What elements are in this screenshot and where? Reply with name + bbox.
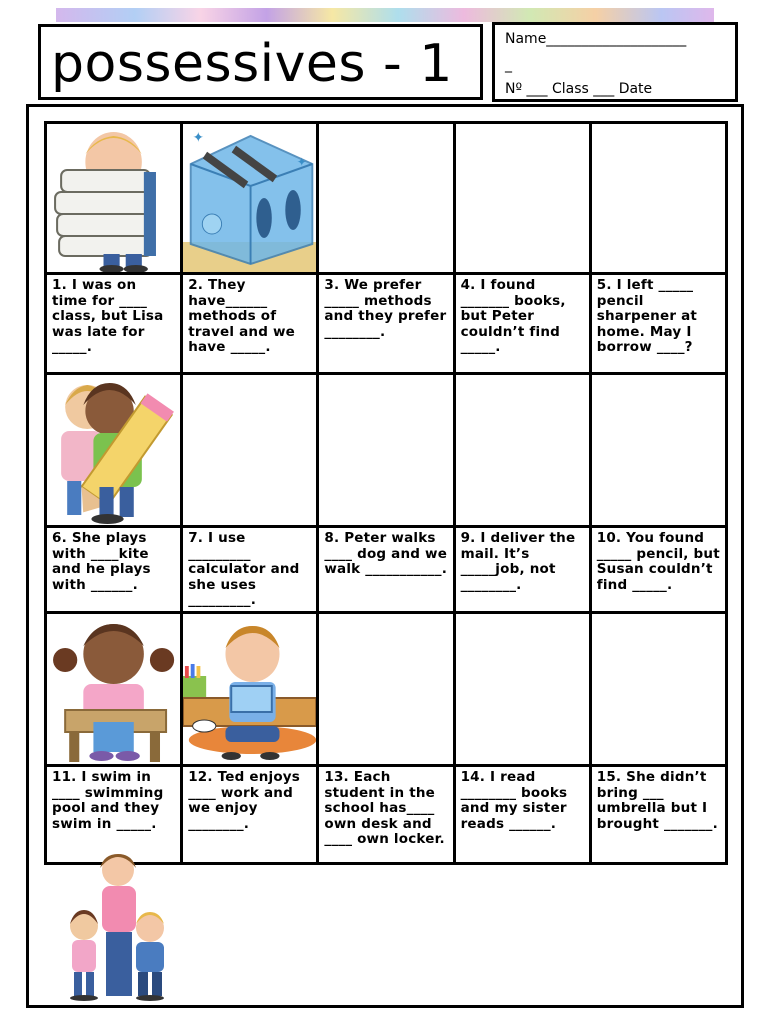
exercise-9: 9. I deliver the mail. It’s _____job, not ________. <box>454 527 590 613</box>
exercise-10: 10. You found _____ pencil, but Susan couldn’t find _____. <box>590 527 726 613</box>
empty-image-cell <box>454 374 590 527</box>
svg-text:✦: ✦ <box>192 129 205 147</box>
empty-image-cell <box>590 613 726 766</box>
decorative-stripe <box>56 8 714 22</box>
empty-image-cell <box>318 374 454 527</box>
number-class-date-field[interactable]: Nº ___ Class ___ Date <box>505 81 653 97</box>
boy-with-books-image <box>47 124 180 272</box>
exercise-8: 8. Peter walks ____ dog and we walk ___________. <box>318 527 454 613</box>
boy-reading-image <box>183 614 316 764</box>
exercise-4: 4. I found _______ books, but Peter couldn’t find _____. <box>454 274 590 374</box>
exercise-15: 15. She didn’t bring ___ umbrella but I brought _______. <box>590 766 726 864</box>
name-field-continuation: _ <box>505 57 512 73</box>
empty-image-cell <box>590 123 726 274</box>
exercise-12: 12. Ted enjoys ____ work and we enjoy ________. <box>182 766 318 864</box>
svg-text:✦: ✦ <box>297 154 307 170</box>
mother-with-children-image <box>62 852 170 1002</box>
kids-with-pencil-image <box>47 375 180 525</box>
empty-image-cell <box>454 123 590 274</box>
image-cell <box>182 123 318 274</box>
exercise-1: 1. I was on time for ____ class, but Lisa was late for _____. <box>46 274 182 374</box>
exercise-5: 5. I left _____ pencil sharpener at home. May I borrow ____? <box>590 274 726 374</box>
image-cell <box>46 374 182 527</box>
image-cell <box>46 123 182 274</box>
exercise-grid <box>44 121 728 865</box>
exercise-7: 7. I use _________ calculator and she uses _________. <box>182 527 318 613</box>
page-title: possessives - 1 <box>51 34 453 94</box>
image-cell <box>46 613 182 766</box>
empty-image-cell <box>454 613 590 766</box>
exercise-13: 13. Each student in the school has____ own desk and ____ own locker. <box>318 766 454 864</box>
image-cell <box>182 613 318 766</box>
empty-image-cell <box>590 374 726 527</box>
exercise-6: 6. She plays with ____kite and he plays with ______. <box>46 527 182 613</box>
empty-image-cell <box>318 123 454 274</box>
student-info-box <box>492 22 738 102</box>
exercise-11: 11. I swim in ____ swimming pool and they swim in _____. <box>46 766 182 864</box>
title-box <box>38 24 483 100</box>
exercise-2: 2. They have______ methods of travel and we have _____. <box>182 274 318 374</box>
spaceship-image <box>183 124 316 272</box>
exercise-3: 3. We prefer _____ methods and they prefer ________. <box>318 274 454 374</box>
name-field[interactable]: Name____________________ <box>505 31 687 47</box>
girl-on-bench-image <box>47 614 180 764</box>
exercise-14: 14. I read ________ books and my sister reads ______. <box>454 766 590 864</box>
empty-image-cell <box>318 613 454 766</box>
empty-image-cell <box>182 374 318 527</box>
